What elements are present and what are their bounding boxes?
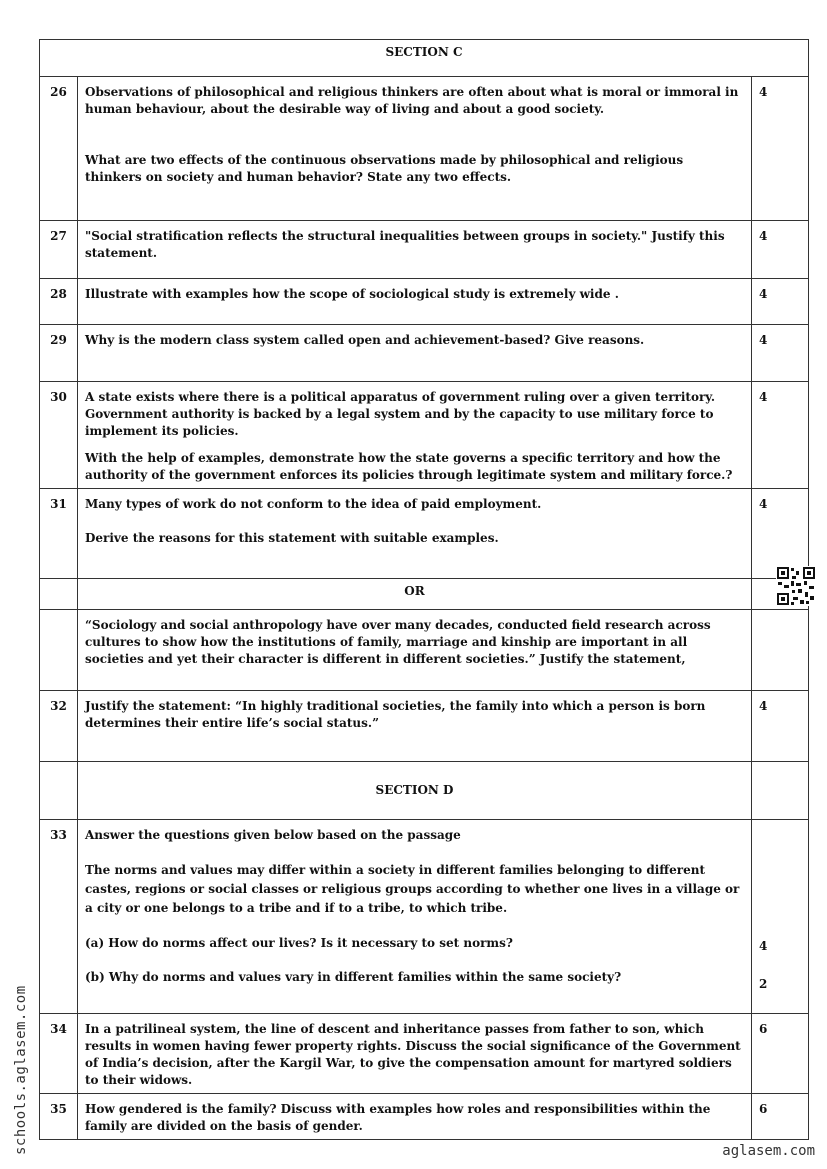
- question-row-27: [40, 221, 809, 279]
- question-number: 29: [40, 325, 78, 382]
- side-watermark: schools.aglasem.com: [13, 985, 29, 1155]
- question-row-26: [40, 77, 809, 221]
- section-c-heading: SECTION C: [40, 40, 809, 77]
- passage-text: The norms and values may differ within a society in different families belonging to different castes, regions or social classes or religious groups according to whether one lives in a village or a city or one belongs to a tribe and if to a tribe, to which tribe.: [85, 863, 740, 915]
- question-text: Derive the reasons for this statement with suitable examples.: [85, 531, 499, 545]
- question-number: 27: [40, 221, 78, 279]
- marks: 6: [752, 1094, 809, 1140]
- marks: 4: [752, 221, 809, 279]
- marks-b: 2: [759, 977, 768, 991]
- marks: 4: [752, 279, 809, 325]
- question-text: With the help of examples, demonstrate how the state governs a specific territory and how the authority of the government enforces its policies through legitimate system and military force.?: [85, 451, 733, 482]
- sub-question-b: (b) Why do norms and values vary in different families within the same society?: [85, 970, 622, 984]
- question-text: Justify the statement: “In highly traditional societies, the family into which a person is born determines their entire life’s social status.”: [78, 691, 752, 762]
- question-row-28: [40, 279, 809, 325]
- sub-question-a: (a) How do norms affect our lives? Is it necessary to set norms?: [85, 936, 513, 950]
- question-paper: [39, 39, 808, 1140]
- marks-a: 4: [759, 939, 768, 953]
- marks: 4: [752, 489, 809, 579]
- question-text: Why is the modern class system called open and achievement-based? Give reasons.: [78, 325, 752, 382]
- or-row: [40, 579, 809, 610]
- marks: 4: [752, 382, 809, 489]
- question-row-32: [40, 691, 809, 762]
- question-number: 33: [40, 820, 78, 1014]
- question-number: 30: [40, 382, 78, 489]
- question-row-35: [40, 1094, 809, 1140]
- section-d-heading: SECTION D: [78, 762, 752, 820]
- question-row-29: [40, 325, 809, 382]
- question-table: [39, 39, 809, 1140]
- question-number: 34: [40, 1014, 78, 1094]
- question-text: Many types of work do not conform to the idea of paid employment.: [85, 497, 542, 511]
- question-row-30: [40, 382, 809, 489]
- question-number: 26: [40, 77, 78, 221]
- qr-code-icon: [776, 566, 816, 606]
- section-d-row: [40, 762, 809, 820]
- marks: 4: [752, 77, 809, 221]
- marks: 4: [752, 691, 809, 762]
- question-number: 31: [40, 489, 78, 579]
- question-number: 28: [40, 279, 78, 325]
- question-text: A state exists where there is a political apparatus of government ruling over a given territory. Government authority is backed by a legal system and by the capacity to use military force to implement its policies.: [85, 390, 716, 438]
- question-number: 32: [40, 691, 78, 762]
- footer-watermark: aglasem.com: [722, 1143, 815, 1159]
- question-text: Answer the questions given below based on the passage: [85, 828, 461, 842]
- question-text: “Sociology and social anthropology have over many decades, conducted field research across cultures to show how the institutions of family, marriage and kinship are important in all societies and yet their character is different in different societies.” Justify the statement,: [78, 610, 752, 691]
- question-row-31: [40, 489, 809, 579]
- question-text: In a patrilineal system, the line of descent and inheritance passes from father to son, which results in women having fewer property rights. Discuss the social significance of the Government of India’s decision, after the Kargil War, to give the compensation amount for martyred soldiers to their widows.: [78, 1014, 752, 1094]
- question-text: "Social stratification reflects the structural inequalities between groups in society." Justify this statement.: [78, 221, 752, 279]
- question-number: 35: [40, 1094, 78, 1140]
- question-text: Illustrate with examples how the scope of sociological study is extremely wide .: [78, 279, 752, 325]
- question-row-33: [40, 820, 809, 1014]
- question-row-31-or: [40, 610, 809, 691]
- question-row-34: [40, 1014, 809, 1094]
- marks: 6: [752, 1014, 809, 1094]
- question-text: How gendered is the family? Discuss with examples how roles and responsibilities within the family are divided on the basis of gender.: [78, 1094, 752, 1140]
- question-text: Observations of philosophical and religious thinkers are often about what is moral or immoral in human behaviour, about the desirable way of living and about a good society.: [85, 85, 739, 116]
- marks: 4: [752, 325, 809, 382]
- or-label: OR: [78, 579, 752, 610]
- question-text: What are two effects of the continuous observations made by philosophical and religious thinkers on society and human behavior? State any two effects.: [85, 153, 684, 184]
